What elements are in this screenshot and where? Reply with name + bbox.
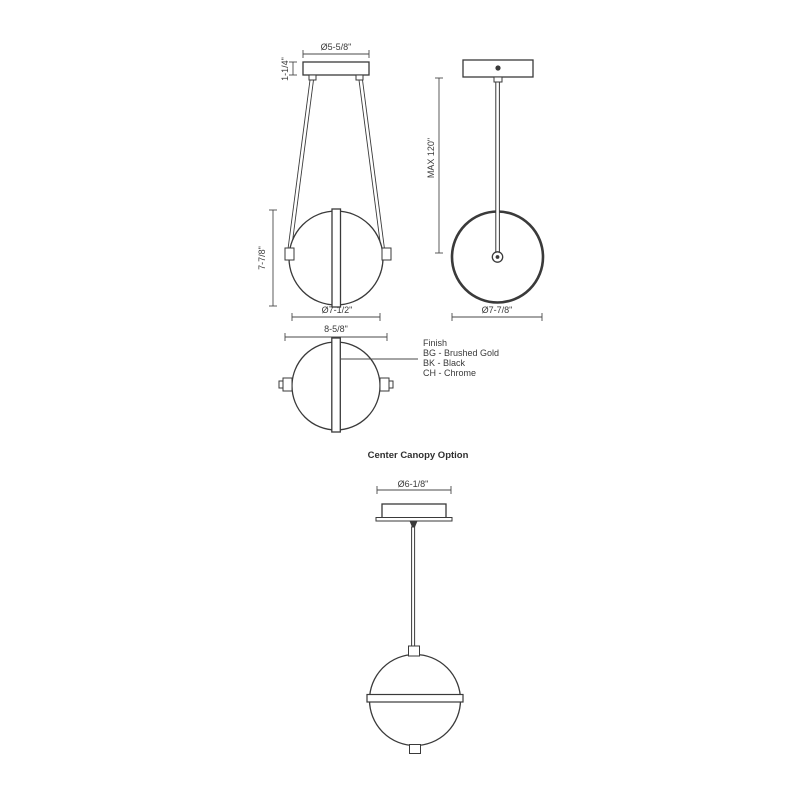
top-overall-width-label: 8-5/8" xyxy=(324,324,348,334)
top-tab-right xyxy=(380,378,393,391)
front-wire-connector-right xyxy=(356,75,363,80)
front-canopy-height-dim xyxy=(289,62,297,75)
center-band xyxy=(367,695,463,703)
front-canopy-height-label: 1-1/4" xyxy=(280,57,290,81)
center-canopy-title: Center Canopy Option xyxy=(367,450,469,461)
finish-option-bk: BK - Black xyxy=(423,358,466,368)
finish-option-ch: CH - Chrome xyxy=(423,368,477,378)
side-canopy-dot xyxy=(495,65,500,70)
front-attachment-left xyxy=(285,248,294,260)
center-top-fitting xyxy=(409,646,420,656)
front-canopy-diameter-label: Ø5-5/8" xyxy=(320,42,352,52)
center-canopy-plate xyxy=(376,518,452,522)
side-view xyxy=(426,60,543,321)
center-stem-connector xyxy=(410,521,418,527)
front-shade-diameter-label: Ø7-1/2" xyxy=(321,305,353,315)
center-canopy-view xyxy=(367,450,469,754)
side-diameter-label: Ø7-7/8" xyxy=(481,305,513,315)
top-tab-left xyxy=(279,378,292,391)
center-bottom-fitting xyxy=(410,745,421,754)
finish-option-bg: BG - Brushed Gold xyxy=(423,348,500,358)
side-max-height-label: MAX 120" xyxy=(426,137,436,179)
front-shade-height-dim xyxy=(269,210,277,306)
side-max-height-dim xyxy=(435,78,443,253)
center-canopy-body xyxy=(382,504,446,518)
front-shade-height-label: 7-7/8" xyxy=(257,246,267,270)
front-canopy xyxy=(303,62,369,75)
side-stem-connector xyxy=(494,77,502,82)
front-view xyxy=(257,42,391,321)
finish-title: Finish xyxy=(423,338,448,348)
center-stem xyxy=(412,527,415,648)
top-center-bar xyxy=(332,338,341,432)
front-wire-connector-left xyxy=(309,75,316,80)
side-stem xyxy=(496,82,500,257)
center-canopy-diameter-label: Ø6-1/8" xyxy=(397,479,429,489)
front-attachment-right xyxy=(382,248,391,260)
front-center-bar xyxy=(332,209,341,307)
top-view xyxy=(279,324,499,432)
side-center-hub-dot xyxy=(496,255,500,259)
